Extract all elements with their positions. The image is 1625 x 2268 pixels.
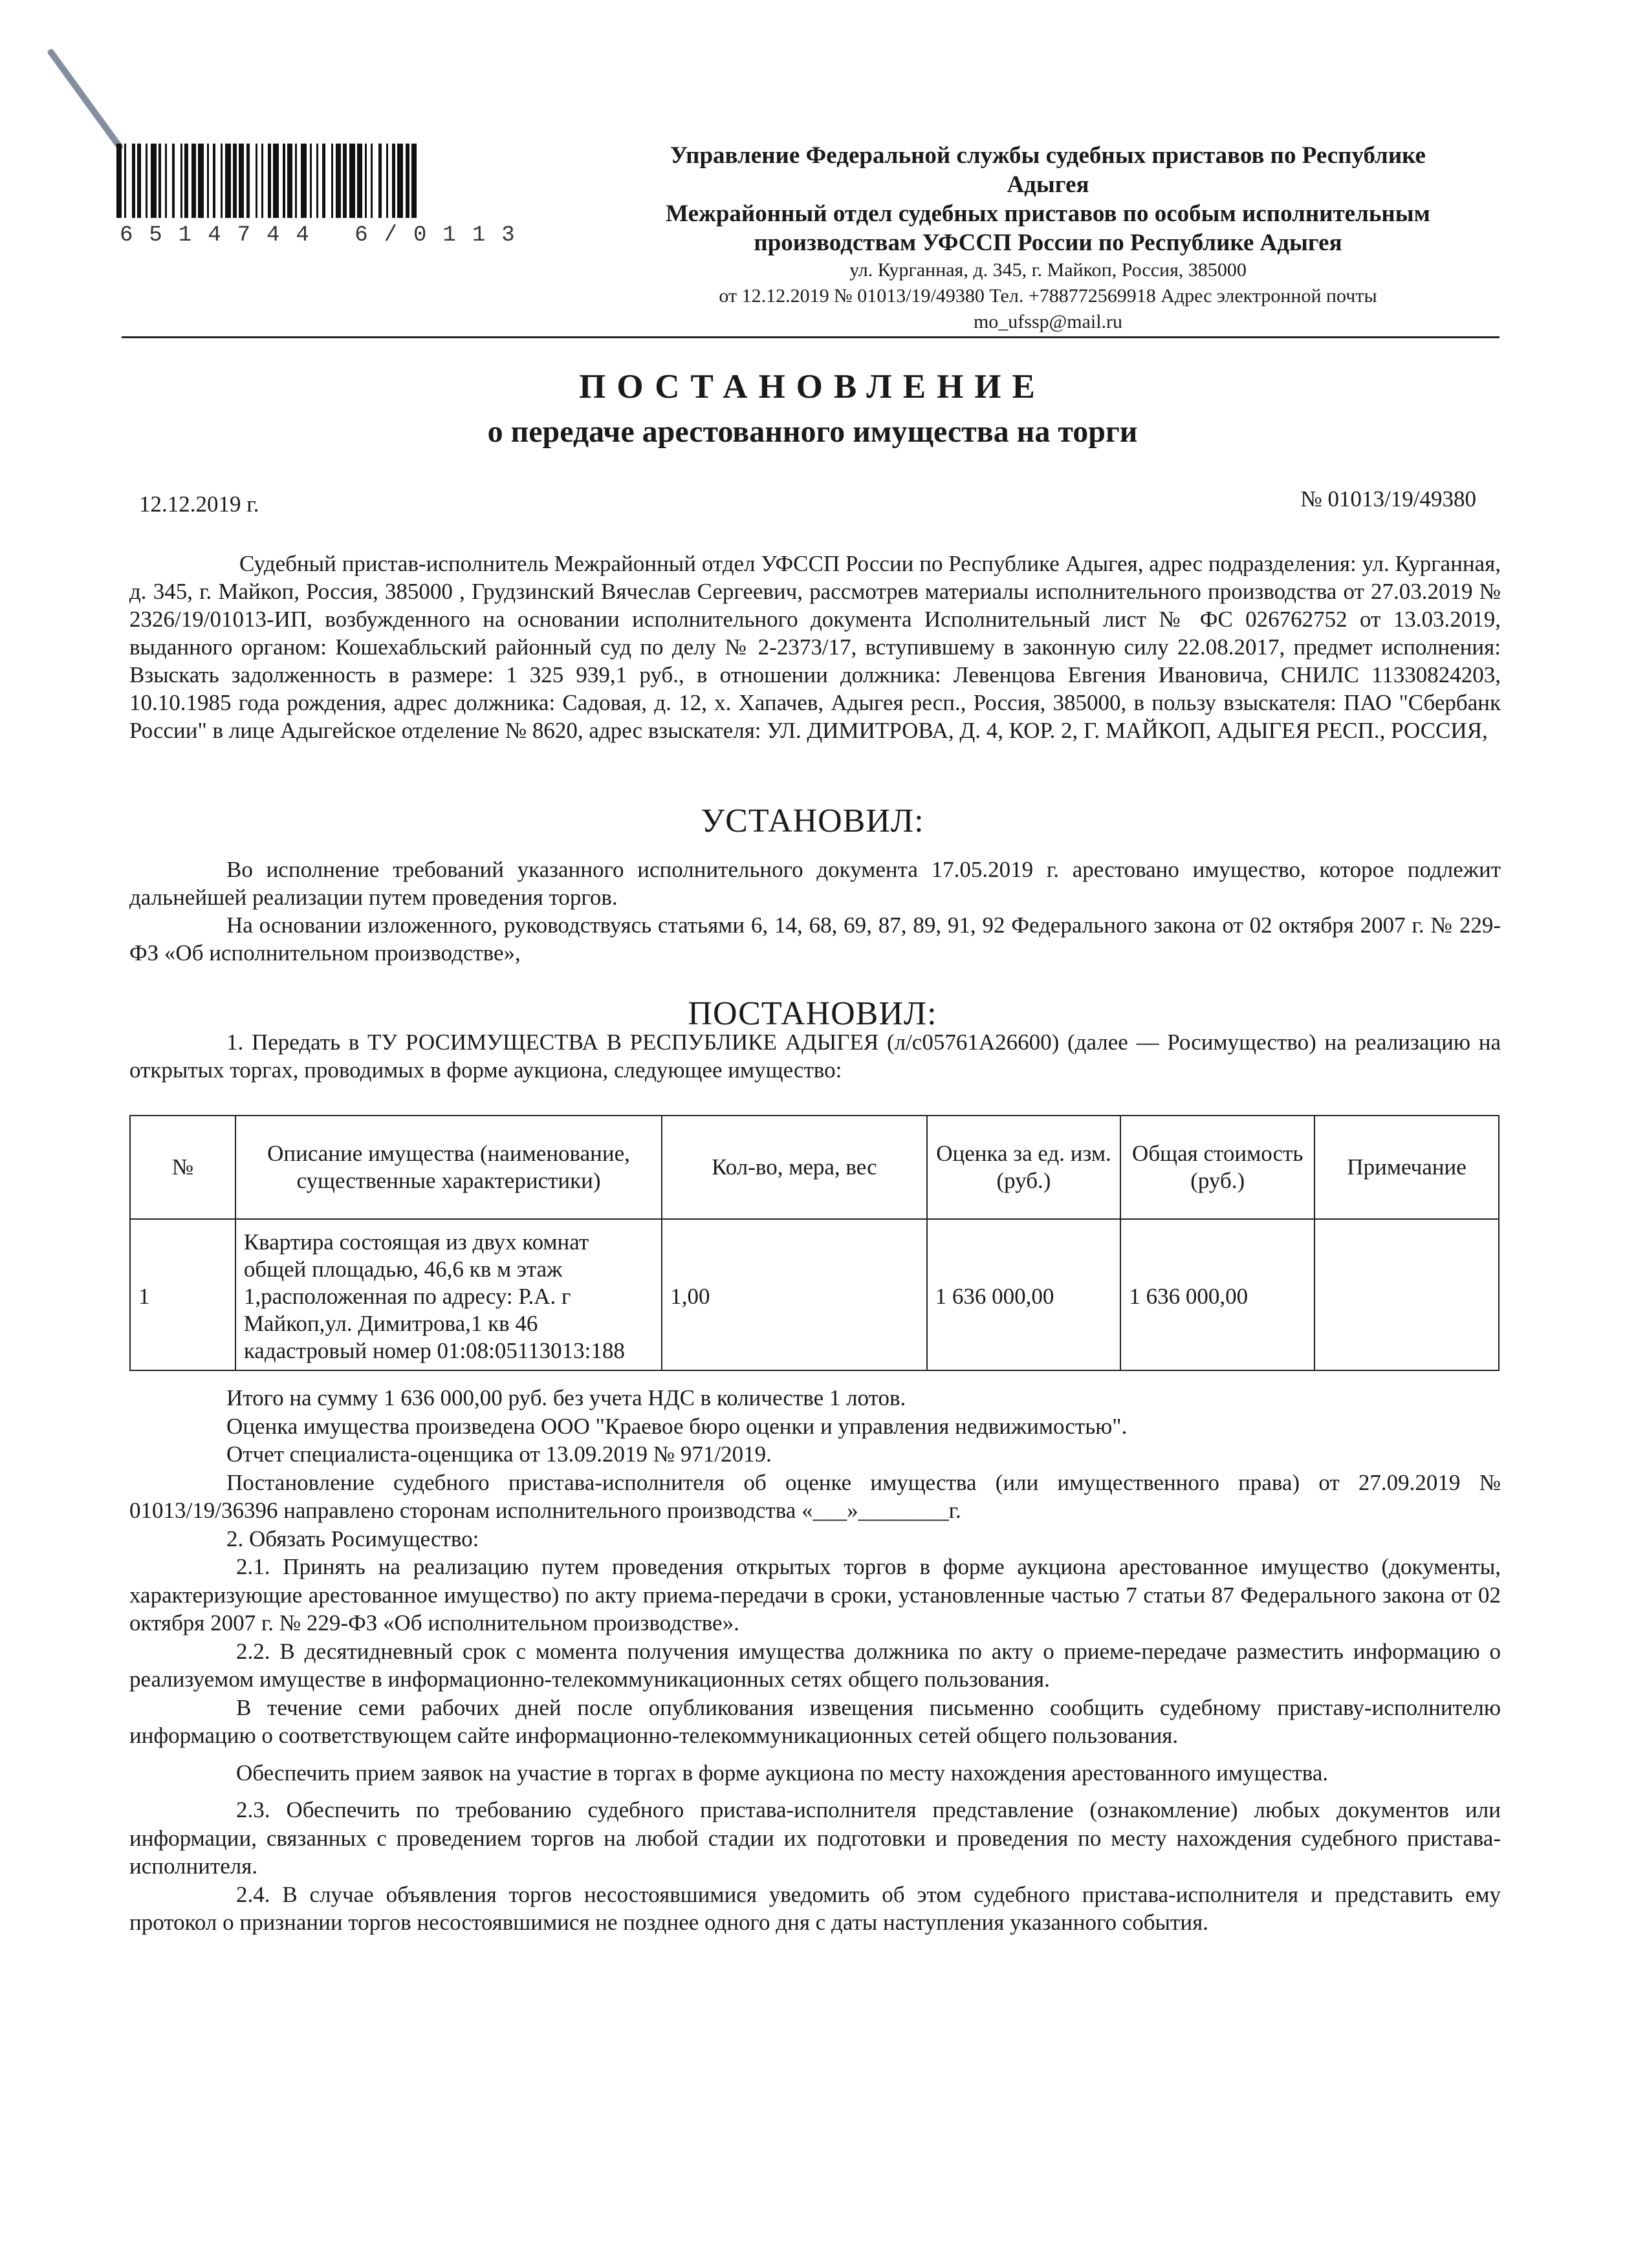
clause-2-2-b: В течение семи рабочих дней после опубликования извещения письменно сообщить судебному приставу-исполнителю информацию о соответствующем сайте информационно-телекоммуникационных сетей общего пользования. [129, 1694, 1501, 1748]
total-line: Итого на сумму 1 636 000,00 руб. без учета НДС в количестве 1 лотов. [226, 1385, 906, 1410]
document-title: ПОСТАНОВЛЕНИЕ [579, 368, 1046, 405]
barcode-bar [273, 144, 279, 218]
barcode-gap [215, 144, 221, 218]
established-paragraphs [129, 856, 1501, 967]
pen-mark [47, 48, 124, 151]
barcode-gap [126, 144, 132, 218]
table-header-row [130, 1116, 1499, 1219]
remaining-text [129, 1384, 1501, 1937]
barcode-gap [175, 144, 180, 218]
row-total: 1 636 000,00 [1120, 1219, 1314, 1370]
barcode-bar [191, 144, 197, 218]
document-number: № 01013/19/49380 [1300, 486, 1476, 512]
report-line: Отчет специалиста-оценщика от 13.09.2019 № 971/2019. [226, 1442, 772, 1467]
row-unit-price: 1 636 000,00 [927, 1219, 1121, 1370]
org-line-1: Управление Федеральной службы судебных приставов по Республике [670, 142, 1426, 169]
org-line-3: Межрайонный отдел судебных приставов по особым исполнительным [666, 200, 1430, 227]
clause-2-2: 2.2. В десятидневный срок с момента получения имущества должника по акту о приеме-передаче разместить информацию о реализуемом имуществе в информационно-телекоммуникационных сетях общего пользования. [129, 1638, 1501, 1692]
barcode-bar [239, 144, 244, 218]
established-heading: УСТАНОВИЛ: [701, 803, 924, 839]
row-quantity: 1,00 [662, 1219, 926, 1370]
barcode-bar [357, 144, 362, 218]
clause-2-2-c: Обеспечить прием заявок на участие в торгах в форме аукциона по месту нахождения арестованного имущества. [236, 1760, 1329, 1786]
barcode-bar [225, 144, 231, 218]
org-email: mo_ufssp@mail.ru [973, 311, 1123, 332]
barcode-gap [373, 144, 378, 218]
col-unit-price: Оценка за ед. изм. (руб.) [927, 1116, 1121, 1219]
clause-2-1: 2.1. Принять на реализацию путем проведения открытых торгов в форме аукциона арестованное имущество (документы, характеризующие арестованное имущество) по акту приема-передачи в сроки, установленные частью 7 статьи 87 Федерального закона от 02 октября 2007 г. № 229-ФЗ «Об исполнительном производстве». [129, 1554, 1501, 1636]
row-num: 1 [130, 1219, 235, 1370]
barcode-bar [287, 144, 292, 218]
table-row [130, 1219, 1499, 1370]
appraiser-line: Оценка имущества произведена ООО "Краевое бюро оценки и управления недвижимостью". [226, 1413, 1128, 1439]
col-description: Описание имущества (наименование, существенные характеристики) [235, 1116, 662, 1219]
barcode-gap [325, 144, 331, 218]
barcode-bar [116, 144, 122, 218]
org-line-4: производствам УФССП России по Республике Адыгея [754, 230, 1342, 256]
decreed-p1: 1. Передать в ТУ РОСИМУЩЕСТВА В РЕСПУБЛИКЕ АДЫГЕЯ (л/с05761А26600) (далее — Росимущество) на реализацию на открытых торгах, проводимых в форме аукциона, следующее имущество: [129, 1030, 1501, 1083]
org-line-2: Адыгея [1007, 171, 1089, 198]
appraisal-order-line: Постановление судебного пристава-исполнителя об оценке имущества (или имущественного права) от 27.09.2019 № 01013/19/36396 направлено сторонам исполнительного производства «___»________г. [129, 1469, 1501, 1523]
barcode-bar [151, 144, 157, 218]
barcode-bar [301, 144, 307, 218]
clause-2-3: 2.3. Обеспечить по требованию судебного пристава-исполнителя представление (ознакомление) любых документов или информации, связанных с проведением торгов на любой стадии их подготовки и проведения по месту нахождения судебного пристава-исполнителя. [129, 1797, 1501, 1879]
barcode-gap [312, 144, 317, 218]
clause-2: 2. Обязать Росимущество: [226, 1526, 479, 1551]
barcode-gap [141, 144, 146, 218]
property-table [129, 1115, 1500, 1371]
header-divider [122, 336, 1500, 338]
org-ref-line: от 12.12.2019 № 01013/19/49380 Тел. +788772569918 Адрес электронной почты [719, 285, 1377, 307]
document-subtitle: о передаче арестованного имущества на торги [487, 415, 1138, 449]
barcode-gap [382, 144, 387, 218]
col-quantity: Кол-во, мера, вес [662, 1116, 926, 1219]
col-num: № [130, 1116, 235, 1219]
established-p1: Во исполнение требований указанного исполнительного документа 17.05.2019 г. арестовано имущество, которое подлежит дальнейшей реализации путем проведения торгов. [129, 857, 1501, 910]
barcode-gap [250, 144, 256, 218]
intro-paragraph: Судебный пристав-исполнитель Межрайонный отдел УФССП России по Республике Адыгея, адрес подразделения: ул. Курганная, д. 345, г. Майкоп, Россия, 385000 , Грудзинский Вячеслав Сергеевич, рассмотрев материалы исполнительного производства от 27.03.2019 № 2326/19/01013-ИП, возбужденного на основании исполнительного документа Исполнительный лист № ФС 026762752 от 13.03.2019, выданного органом: Кошехабльский районный суд по делу № 2-2373/17, вступившему в законную силу 22.08.2017, предмет исполнения: Взыскать задолженность в размере: 1 325 939,1 руб., в отношении должника: Левенцова Евгения Ивановича, СНИЛС 11330824203, 10.10.1985 года рождения, адрес должника: Садовая, д. 12, х. Хапачев, Адыгея респ., Россия, 385000, в пользу взыскателя: ПАО "Сбербанк России" в лице Адыгейское отделение № 8620, адрес взыскателя: УЛ. ДИМИТРОВА, Д. 4, КОР. 2, Г. МАЙКОП, АДЫГЕЯ РЕСП., РОССИЯ, [129, 551, 1501, 743]
barcode-bar [349, 144, 355, 218]
barcode-gap [167, 144, 172, 218]
col-note: Примечание [1314, 1116, 1499, 1219]
established-p2: На основании изложенного, руководствуясь статьями 6, 14, 68, 69, 87, 89, 91, 92 Федерального закона от 02 октября 2007 г. № 229-ФЗ «Об исполнительном производстве», [129, 913, 1501, 966]
decreed-heading: ПОСТАНОВИЛ: [688, 995, 937, 1032]
barcode-bar [397, 144, 403, 218]
barcode-bar [336, 144, 341, 218]
barcode [116, 144, 530, 218]
org-header [621, 141, 1475, 335]
col-total: Общая стоимость (руб.) [1120, 1116, 1314, 1219]
barcode-gap [263, 144, 268, 218]
barcode-bar [411, 144, 417, 218]
row-note [1314, 1219, 1499, 1370]
barcode-bar [198, 144, 204, 218]
clause-2-4: 2.4. В случае объявления торгов несостоявшимися уведомить об этом судебного пристава-исполнителя и представить ему протокол о признании торгов несостоявшимися не позднее одного дня с даты наступления указанного события. [129, 1881, 1501, 1935]
document-date: 12.12.2019 г. [139, 491, 259, 517]
barcode-number: 6514744 6/0113 [120, 223, 531, 248]
row-description: Квартира состоящая из двух комнат общей площадью, 46,6 кв м этаж 1,расположенная по адресу: Р.А. г Майкоп,ул. Димитрова,1 кв 46 кадастровый номер 01:08:05113013:188 [235, 1219, 662, 1370]
org-address: ул. Курганная, д. 345, г. Майкоп, Россия, 385000 [849, 259, 1247, 281]
